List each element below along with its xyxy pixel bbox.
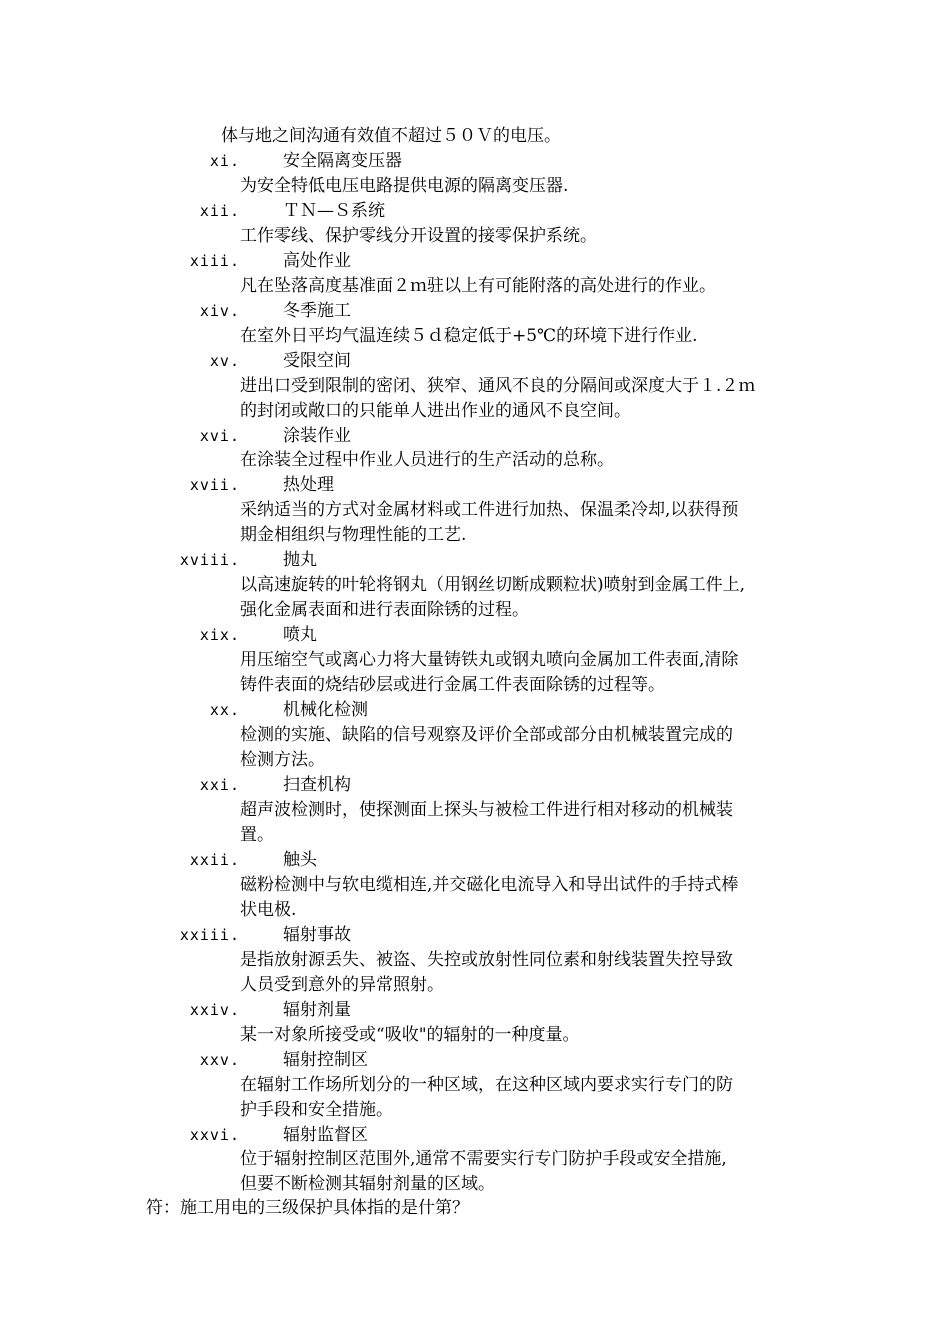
entry-number: xxiii. — [179, 925, 240, 944]
entry-definition-line: 强化金属表面和进行表面除锈的过程。 — [240, 600, 529, 621]
entry-definition-line: 在涂装全过程中作业人员进行的生产活动的总称。 — [240, 450, 614, 471]
entry-number: xxv. — [199, 1050, 240, 1069]
entry-definition-line: 为安全特低电压电路提供电源的隔离变压器. — [240, 175, 569, 196]
entry-definition-line: 在室外日平均气温连续５ｄ稳定低于+5℃的环境下进行作业. — [240, 325, 698, 346]
entry-term: 扫查机构 — [283, 775, 351, 795]
entry-definition-line: 采纳适当的方式对金属材料或工件进行加热、保温柔冷却,以获得预 — [240, 500, 739, 521]
entry-definition-line: 检测方法。 — [240, 750, 325, 770]
entry-definition-line: 铸件表面的烧结砂层或进行金属工件表面除锈的过程等。 — [240, 675, 665, 696]
entry-term: 辐射控制区 — [283, 1049, 368, 1070]
entry-term: 辐射事故 — [283, 924, 351, 945]
entry-number: xviii. — [179, 551, 240, 570]
entry-term: 冬季施工 — [283, 300, 351, 321]
entry-definition-line: 的封闭或敞口的只能单人进出作业的通风不良空间。 — [240, 400, 631, 421]
entry-term: 受限空间 — [283, 350, 351, 371]
entry-definition-line: 是指放射源丢失、被盗、失控或放射性同位素和射线装置失控导致 — [240, 949, 733, 970]
entry-definition-line: 期金相组织与物理性能的工艺. — [240, 525, 467, 546]
entry-definition-line: 用压缩空气或离心力将大量铸铁丸或钢丸喷向金属加工件表面,清除 — [240, 650, 739, 671]
entry-number: xiii. — [189, 251, 240, 270]
entry-number: xvii. — [189, 476, 240, 495]
entry-number: xxii. — [189, 850, 240, 869]
entry-number: xv. — [209, 351, 240, 370]
entry-number: xix. — [199, 626, 240, 645]
entry-definition-line: 但要不断检测其辐射剂量的区域。 — [240, 1174, 495, 1195]
entry-definition-line: 状电极. — [240, 899, 297, 920]
entry-definition-line: 人员受到意外的异常照射。 — [240, 974, 444, 995]
entry-definition-line: 某一对象所接受或“吸收"的辐射的一种度量。 — [240, 1024, 580, 1045]
intro-line: 体与地之间沟通有效值不超过５０Ｖ的电压。 — [221, 126, 561, 146]
entry-number: xvi. — [199, 426, 240, 445]
entry-term: 喷丸 — [283, 625, 317, 646]
entry-term: 辐射剂量 — [283, 999, 351, 1020]
entry-term: 热处理 — [283, 475, 334, 496]
entry-definition-line: 以高速旋转的叶轮将钢丸（用钢丝切断成颗粒状)喷射到金属工件上, — [240, 575, 746, 596]
entry-term: 安全隔离变压器 — [283, 151, 402, 171]
entry-number: xii. — [199, 201, 240, 220]
entry-term: 高处作业 — [283, 250, 351, 271]
entry-definition-line: 进出口受到限制的密闭、狭窄、通风不良的分隔间或深度大于１.２ｍ — [240, 375, 756, 396]
entry-definition-line: 护手段和安全措施。 — [240, 1099, 393, 1120]
entry-term: 涂装作业 — [283, 425, 351, 446]
entry-term: ＴＮ—Ｓ系统 — [283, 200, 385, 221]
entry-term: 抛丸 — [283, 550, 317, 571]
entry-definition-line: 超声波检测时，使探测面上探头与被检工件进行相对移动的机械装 — [240, 799, 733, 820]
entry-number: xiv. — [199, 301, 240, 320]
entry-term: 机械化检测 — [283, 700, 368, 721]
entry-definition-line: 置。 — [240, 824, 274, 845]
entry-definition-line: 在辐射工作场所划分的一种区域，在这种区域内要求实行专门的防 — [240, 1074, 733, 1095]
question-line: 符：施工用电的三级保护具体指的是什第？ — [146, 1198, 469, 1218]
entry-term: 辐射监督区 — [283, 1124, 368, 1145]
entry-definition-line: 凡在坠落高度基准面２ｍ驻以上有可能附落的高处进行的作业。 — [240, 275, 716, 296]
entry-definition-line: 工作零线、保护零线分开设置的接零保护系统。 — [240, 225, 597, 246]
entry-number: xxiv. — [189, 1000, 240, 1019]
entry-number: xx. — [209, 701, 240, 720]
entry-number: xxi. — [199, 776, 240, 794]
entry-definition-line: 位于辐射控制区范围外,通常不需要实行专门防护手段或安全措施, — [240, 1149, 727, 1170]
entry-definition-line: 磁粉检测中与软电缆相连,并交磁化电流导入和导出试件的手持式棒 — [240, 874, 739, 895]
entry-number: xi. — [209, 152, 240, 170]
entry-definition-line: 检测的实施、缺陷的信号观察及评价全部或部分由机械装置完成的 — [240, 725, 733, 745]
entry-number: xxvi. — [189, 1125, 240, 1144]
entry-term: 触头 — [283, 849, 317, 870]
